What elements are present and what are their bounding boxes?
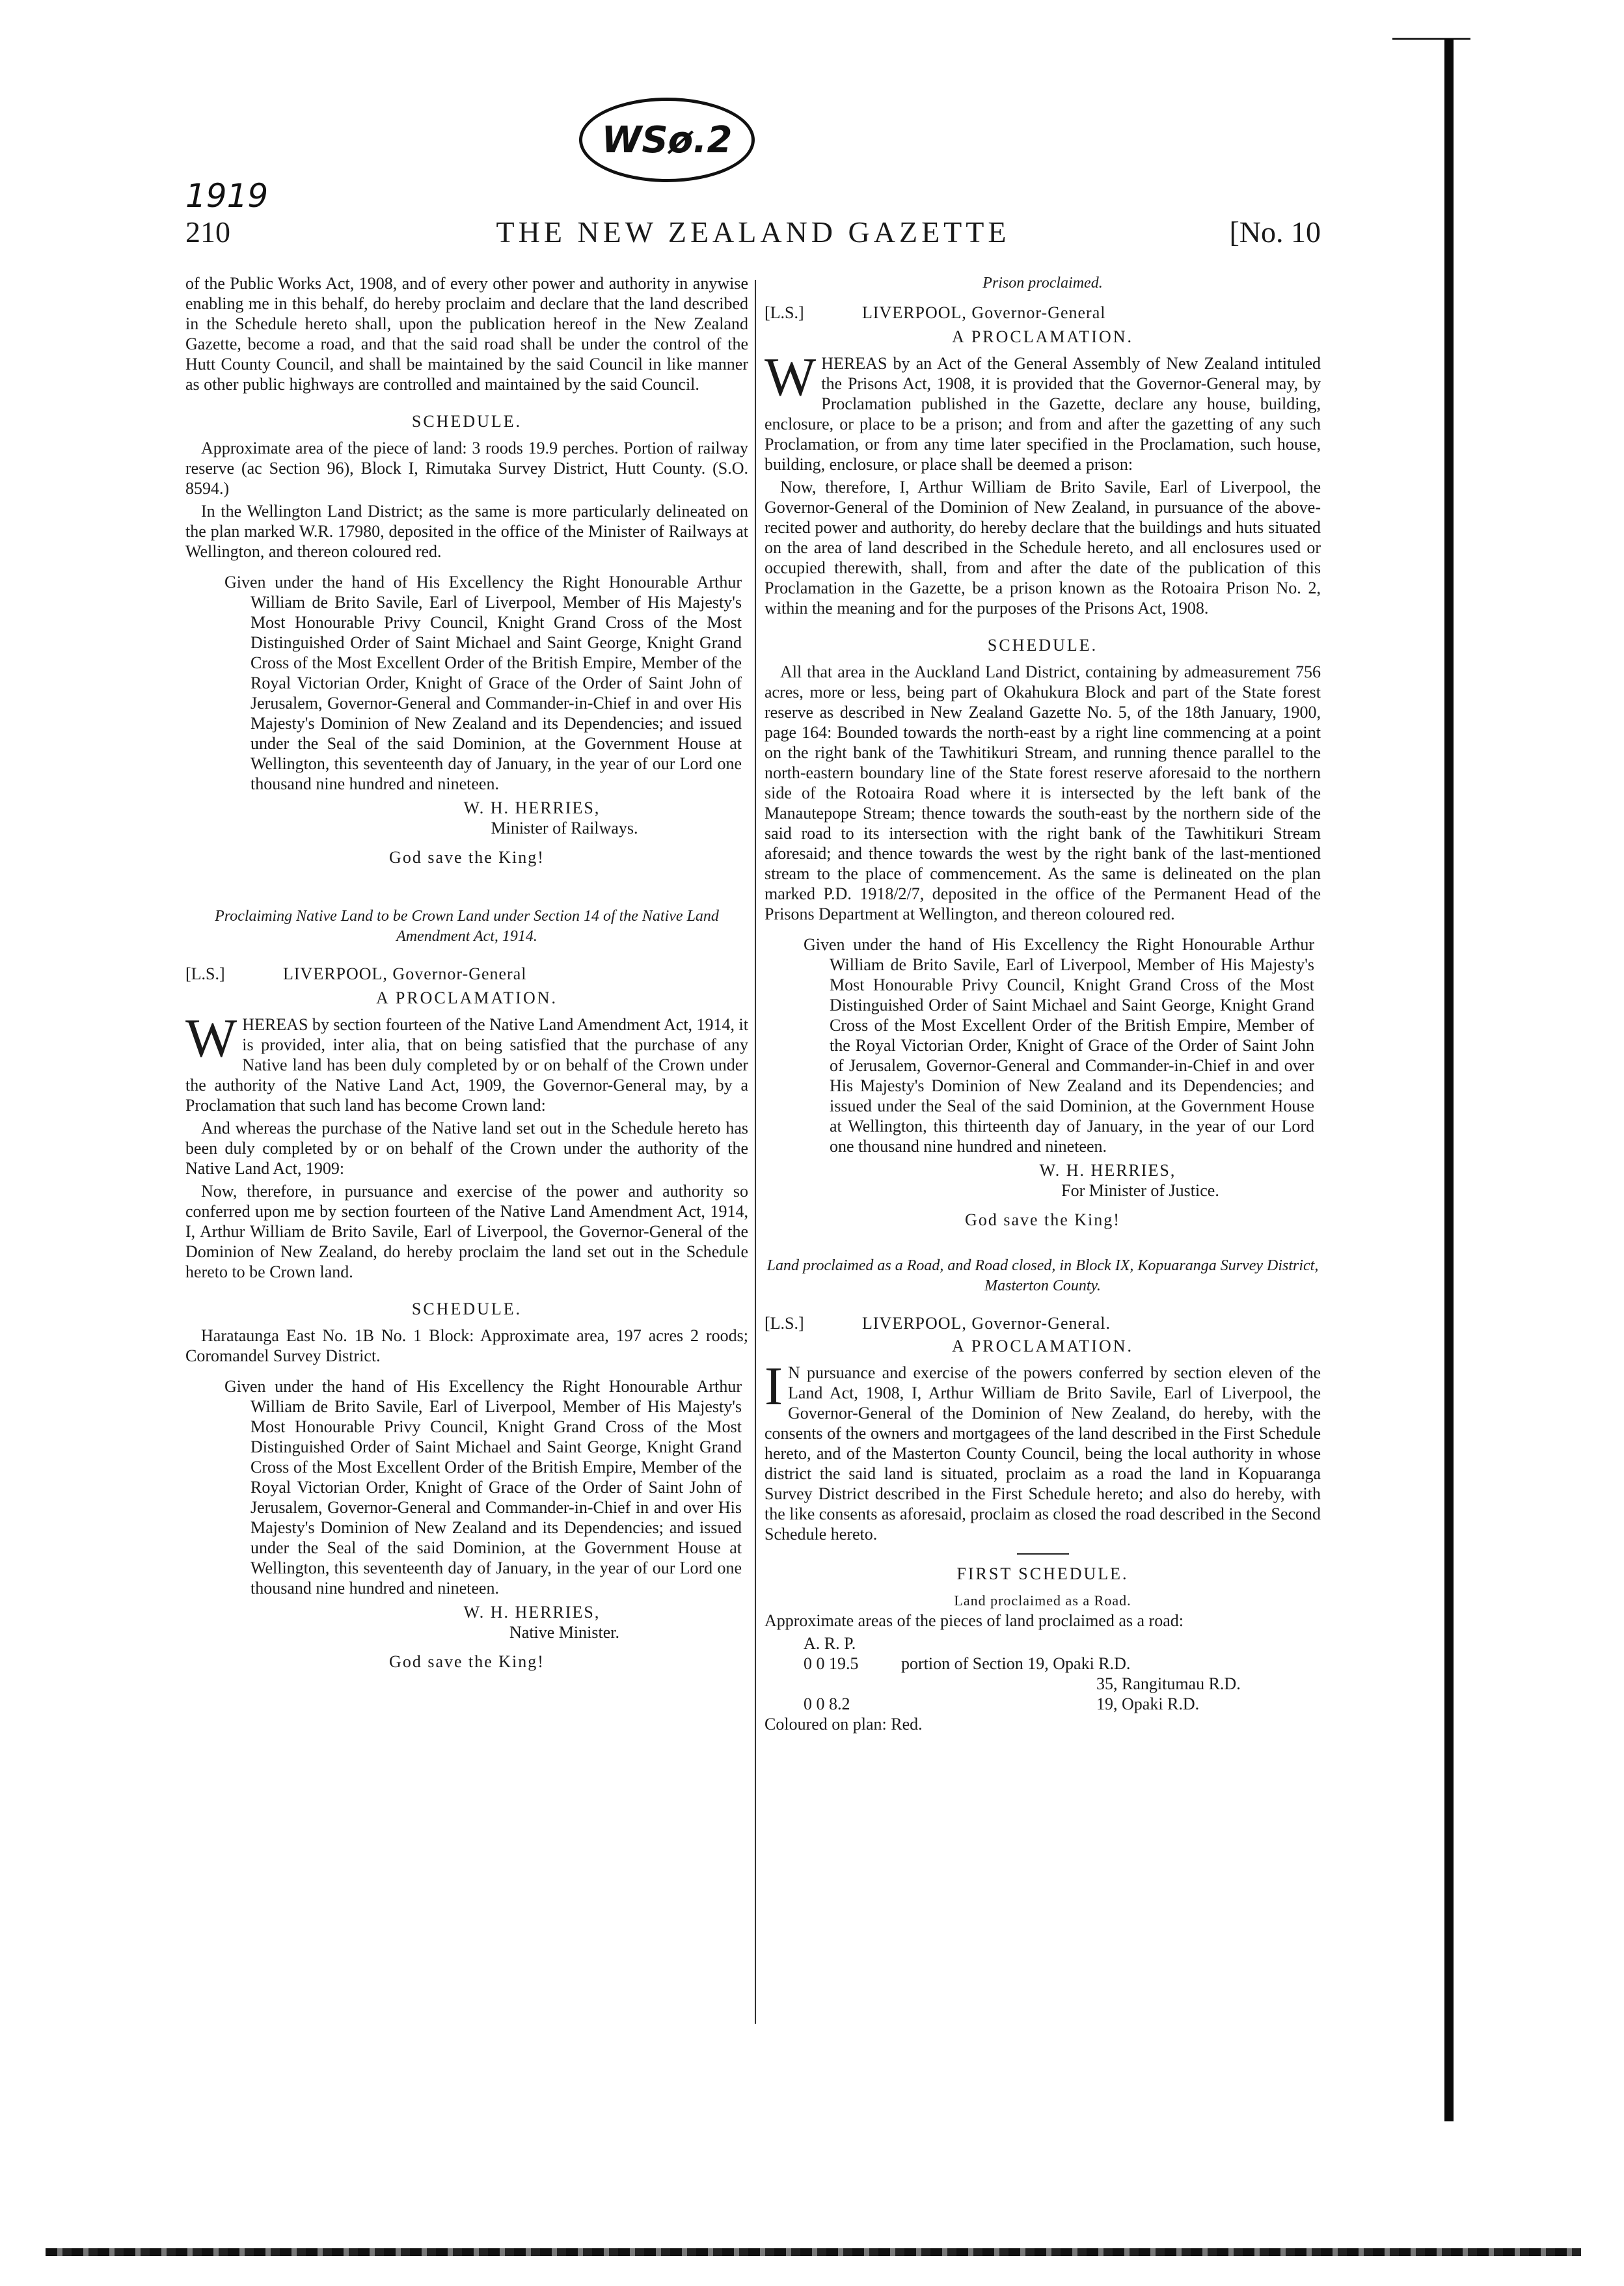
given-under-hand: Given under the hand of His Excellency the Right Honourable Arthur William de Brito Savile, Earl of Liverpool, Member of His Majesty's Most Honourable Privy Council, Knight Grand Cross of the Most Distinguished Order of Saint Michael and Saint George, Knight Grand Cross of the Most Excellent Order of the British Empire, Member of the Royal Victorian Order, Knight of Grace of the Order of Saint John of Jerusalem, Governor-General and Commander-in-Chief in and over His Majesty's Dominion of New Zealand and its Dependencies; and issued under the Seal of the said Dominion, at the Government House at Wellington, this seventeenth day of January, in the year of our Lord one thousand nine hundred and nineteen. [224,1377,742,1598]
page-header [185,215,1321,260]
scan-edge-bottom [46,2248,1581,2256]
first-schedule-heading: FIRST SCHEDULE. [956,1564,1129,1583]
proclamation-paragraph: Now, therefore, I, Arthur William de Brito Savile, Earl of Liverpool, the Governor-General of the Dominion of New Zealand, in pursuance of the above-recited power and authority, do hereby declare that the buildings and huts situated on the area of land described in the Schedule hereto, and all enclosures used or occupied therewith, shall, from and after the date of the publication of this Proclamation in the Gazette, be a prison known as the Rotoaira Prison No. 2, within the meaning and for the purposes of the Prisons Act, 1908. [765,478,1321,618]
schedule-paragraph: Approximate area of the piece of land: 3 roods 19.9 perches. Portion of railway reserve (ac Section 96), Block I, Rimutaka Survey District, Hutt County. (S.O. 8594.) [185,439,748,498]
area-value: 0 0 19.5 [804,1654,859,1673]
scan-edge-top [1392,38,1470,40]
proclamation-title: A PROCLAMATION. [951,327,1134,346]
area-description: portion of Section 19, Opaki R.D. [901,1654,1131,1673]
schedule-paragraph: Approximate areas of the pieces of land proclaimed as a road: [765,1611,1184,1630]
area-units: A. R. P. [804,1634,856,1653]
column-divider [755,280,756,2024]
proclamation-title: A PROCLAMATION. [375,988,558,1007]
schedule-heading: SCHEDULE. [987,636,1098,655]
schedule-heading: SCHEDULE. [411,1299,522,1318]
area-row [765,1674,1321,1694]
given-under-hand: Given under the hand of His Excellency the Right Honourable Arthur William de Brito Savile, Earl of Liverpool, Member of His Majesty's Most Honourable Privy Council, Knight Grand Cross of the Most Distinguished Order of Saint Michael and Saint George, Knight Grand Cross of the Most Excellent Order of the British Empire, Member of the Royal Victorian Order, Knight of Grace of the Order of Saint John of Jerusalem, Governor-General and Commander-in-Chief in and over His Majesty's Dominion of New Zealand and its Dependencies; and issued under the Seal of the said Dominion, at the Government House at Wellington, this thirteenth day of January, in the year of our Lord one thousand nine hundred and nineteen. [804,935,1314,1156]
scan-edge-right [1444,39,1454,2121]
god-save-the-king: God save the King! [389,1652,545,1671]
god-save-the-king: God save the King! [965,1210,1120,1229]
signatory-title: Native Minister. [509,1623,619,1642]
page-number: 210 [185,215,230,249]
handwritten-year: 1919 [185,177,269,215]
proclamation-paragraph: HEREAS by an Act of the General Assembly of New Zealand intituled the Prisons Act, 1908, it is provided that the Governor-General may, by Proclamation published in the Gazette, declare any house, building, enclosure, or place to be a prison; and from and after the gazetting of any such Proclamation, or from any time later specified in the Proclamation, such house, building, enclosure, or place shall be deemed a prison: [765,354,1321,474]
proclamation-seal-line [765,1313,1321,1333]
seal-mark: [L.S.] [765,1314,804,1333]
seal-mark: [L.S.] [765,303,804,322]
left-column [185,273,748,1672]
gazette-title: THE NEW ZEALAND GAZETTE [496,215,1010,249]
proclamation-seal-line [185,964,748,984]
proclamation-paragraph: HEREAS by section fourteen of the Native Land Amendment Act, 1914, it is provided, inter alia, that on being satisfied that the purchase of any Native land has been duly completed by or on behalf of the Crown under the authority of the Native Land Act, 1909, the Governor-General may, by a Proclamation that such land has become Crown land: [185,1015,748,1115]
signatory-name: W. H. HERRIES, [463,1603,601,1622]
proclamation-paragraph: And whereas the purchase of the Native land set out in the Schedule hereto has been duly completed by or on behalf of the Crown under the authority of the Native Land Act, 1909: [185,1119,748,1178]
seal-mark: [L.S.] [185,964,225,983]
right-column [765,273,1321,1737]
signatory-title: Minister of Railways. [491,819,638,837]
area-column-headings [765,1633,1321,1653]
issue-number: [No. 10 [1229,215,1321,249]
area-value: 0 0 8.2 [804,1694,850,1713]
drop-cap: I [765,1356,783,1417]
governor-general-line: LIVERPOOL, Governor-General. [862,1314,1111,1333]
proclamation-paragraph: N pursuance and exercise of the powers conferred by section eleven of the Land Act, 1908, I, Arthur William de Brito Savile, Earl of Liverpool, the Governor-General of the Dominion of New Zealand, do hereby, with the consents of the owners and mortgagees of the land described in the First Schedule hereto, and of the Masterton County Council, being the local authority in whose district the said land is situated, proclaim as a road the land in Kopuaranga Survey District described in the First Schedule hereto; and also do hereby, with the like consents as aforesaid, proclaim as closed the road described in the Second Schedule hereto. [765,1363,1321,1544]
proclamation-seal-line [765,303,1321,323]
schedule-paragraph: Harataunga East No. 1B No. 1 Block: Approximate area, 197 acres 2 roods; Coromandel Survey District. [185,1326,748,1365]
area-description: 19, Opaki R.D. [1096,1694,1200,1713]
area-value [804,1674,901,1694]
intro-paragraph: of the Public Works Act, 1908, and of every other power and authority in anywise enabling me in this behalf, do hereby proclaim and declare that the land described in the Schedule hereto shall, upon the publication hereof in the New Zealand Gazette, become a road, and that the said road shall be under the control of the Hutt County Council, and shall be maintained by the said Council in like manner as other public highways are controlled and maintained by the said Council. [185,274,748,394]
signatory-title: For Minister of Justice. [1061,1181,1219,1200]
proclamation-caption: Proclaiming Native Land to be Crown Land under Section 14 of the Native Land Amendment Act, 1914. [215,908,719,945]
governor-general-line: LIVERPOOL, Governor-General [862,303,1106,322]
schedule-paragraph: In the Wellington Land District; as the same is more particularly delineated on the plan marked W.R. 17980, deposited in the office of the Minister of Railways at Wellington, and thereon coloured red. [185,502,748,561]
archive-stamp: WSø.2 [579,98,755,182]
first-schedule-subheading: Land proclaimed as a Road. [954,1592,1131,1609]
schedule-paragraph: All that area in the Auckland Land District, containing by admeasurement 756 acres, more or less, being part of Okahukura Block and part of the State forest reserve as described in New Zealand Gazette No. 5, of the 18th January, 1900, page 164: Bounded towards the north-east by a right line commencing at a point on the right bank of the Tawhitikuri Stream, and running thence parallel to the north-eastern boundary line of the State forest reserve aforesaid to the northern side of the Rotoaira Road where it is intersected by the left bank of the Manautepope Stream; thence towards the south-east by the northern side of the said road to its intersection with the right bank of the Tawhitikuri Stream aforesaid; and thence towards the west by the right bank of the last-mentioned stream to the place of commencement. As the same is delineated on the plan marked P.D. 1918/2/7, deposited in the office of the Permanent Head of the Prisons Department at Wellington, and thereon coloured red. [765,662,1321,923]
schedule-heading: SCHEDULE. [411,412,522,431]
signatory-name: W. H. HERRIES, [1039,1161,1176,1180]
proclamation-title: A PROCLAMATION. [951,1337,1134,1355]
proclamation-paragraph: Now, therefore, in pursuance and exercise of the power and authority so conferred upon me by section fourteen of the Native Land Amendment Act, 1914, I, Arthur William de Brito Savile, Earl of Liverpool, the Governor-General of the Dominion of New Zealand, do hereby proclaim the land set out in the Schedule hereto to be Crown land. [185,1182,748,1281]
given-under-hand: Given under the hand of His Excellency the Right Honourable Arthur William de Brito Savile, Earl of Liverpool, Member of His Majesty's Most Honourable Privy Council, Knight Grand Cross of the Most Distinguished Order of Saint Michael and Saint George, Knight Grand Cross of the Most Excellent Order of the British Empire, Member of the Royal Victorian Order, Knight of Grace of the Order of Saint John of Jerusalem, Governor-General and Commander-in-Chief in and over His Majesty's Dominion of New Zealand and its Dependencies; and issued under the Seal of the said Dominion, at the Government House at Wellington, this seventeenth day of January, in the year of our Lord one thousand nine hundred and nineteen. [224,573,742,793]
governor-general-line: LIVERPOOL, Governor-General [283,964,527,983]
coloured-on-plan: Coloured on plan: Red. [765,1715,923,1734]
area-description: 35, Rangitumau R.D. [1096,1674,1241,1693]
proclamation-caption: Prison proclaimed. [982,275,1103,292]
drop-cap: W [765,347,817,407]
god-save-the-king: God save the King! [389,848,545,867]
area-row [765,1694,1321,1714]
area-row [765,1653,1321,1674]
separator-rule [1017,1553,1069,1555]
signatory-name: W. H. HERRIES, [463,798,601,817]
proclamation-caption: Land proclaimed as a Road, and Road closed, in Block IX, Kopuaranga Survey District, Masterton County. [766,1257,1319,1294]
drop-cap: W [185,1008,237,1068]
